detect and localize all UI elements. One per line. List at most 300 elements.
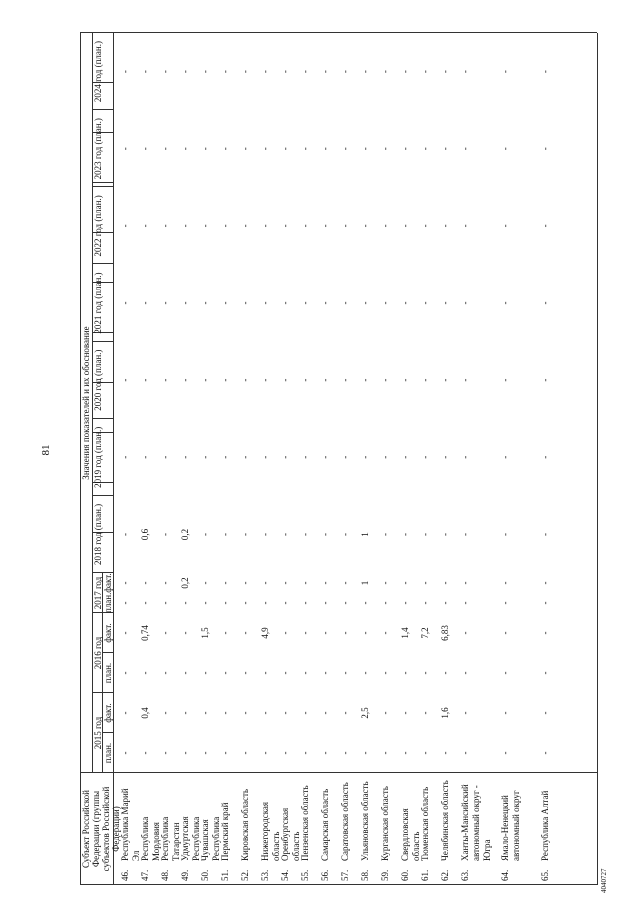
table-cell: - xyxy=(120,301,130,305)
table-cell: - xyxy=(260,301,270,305)
table-cell: - xyxy=(320,671,330,675)
year-header: 2020 год (план.) xyxy=(93,349,103,411)
table-cell: - xyxy=(460,224,470,228)
table-cell: - xyxy=(300,224,310,228)
table-cell: - xyxy=(200,671,210,675)
row-subject-name: Челябинская область xyxy=(440,780,450,861)
table-cell: - xyxy=(360,631,370,635)
row-number: 49. xyxy=(180,869,190,881)
row-subject-name: Нижегородская область xyxy=(260,801,281,861)
table-cell: - xyxy=(200,378,210,382)
table-cell: - xyxy=(260,455,270,459)
table-cell: - xyxy=(420,455,430,459)
table-cell: - xyxy=(240,751,250,755)
table-cell: - xyxy=(400,378,410,382)
table-cell: - xyxy=(340,378,350,382)
table-cell: - xyxy=(540,532,550,536)
table-cell: - xyxy=(160,601,170,605)
table-cell: - xyxy=(120,70,130,74)
table-cell: - xyxy=(420,751,430,755)
row-number: 62. xyxy=(440,869,450,881)
table-cell: - xyxy=(320,70,330,74)
row-subject-name: Тюменская область xyxy=(420,786,430,861)
row-subject-name: Ульяновская область xyxy=(360,781,370,861)
table-cell: - xyxy=(500,751,510,755)
year-divider xyxy=(92,341,113,342)
table-cell: - xyxy=(140,671,150,675)
table-cell: - xyxy=(420,70,430,74)
table-cell: - xyxy=(160,751,170,755)
table-cell: - xyxy=(160,455,170,459)
row-number: 58. xyxy=(360,869,370,881)
year-header: 2021 год (план.) xyxy=(93,272,103,334)
table-cell: - xyxy=(460,631,470,635)
table-cell: - xyxy=(140,70,150,74)
table-cell: - xyxy=(500,711,510,715)
table-cell: - xyxy=(340,532,350,536)
table-cell: - xyxy=(280,711,290,715)
year-header: 2018 год (план.) xyxy=(93,503,103,566)
table-cell: - xyxy=(160,301,170,305)
table-cell: - xyxy=(180,455,190,459)
table-cell: - xyxy=(500,671,510,675)
table-cell: - xyxy=(240,378,250,382)
table-cell: - xyxy=(460,301,470,305)
table-cell: 7,2 xyxy=(420,627,430,639)
table-cell: - xyxy=(380,532,390,536)
table-cell: - xyxy=(500,224,510,228)
table-cell: - xyxy=(360,601,370,605)
table-cell: - xyxy=(360,378,370,382)
table-cell: - xyxy=(400,711,410,715)
subheader-fact: факт. xyxy=(103,703,113,723)
table-cell: - xyxy=(340,631,350,635)
table-cell: - xyxy=(300,532,310,536)
row-number: 50. xyxy=(200,869,210,881)
row-number: 48. xyxy=(160,869,170,881)
table-cell: - xyxy=(200,711,210,715)
table-cell: - xyxy=(540,301,550,305)
table-cell: - xyxy=(240,671,250,675)
subheader-plan: план. xyxy=(103,742,113,764)
table-cell: - xyxy=(540,711,550,715)
subheader-plan: план. xyxy=(103,662,113,684)
table-cell: - xyxy=(400,671,410,675)
table-cell: - xyxy=(220,601,230,605)
year-header: 2017 год xyxy=(93,576,103,610)
subheader-fact: факт. xyxy=(103,573,113,593)
table-cell: - xyxy=(320,581,330,585)
table-cell: - xyxy=(360,224,370,228)
table-cell: - xyxy=(280,581,290,585)
table-cell: - xyxy=(440,455,450,459)
table-cell: - xyxy=(300,455,310,459)
row-subject-name: Ханты-Мансийский автономный округ - Югра xyxy=(460,784,492,861)
table-cell: - xyxy=(180,224,190,228)
row-number: 46. xyxy=(120,869,130,881)
table-cell: - xyxy=(260,70,270,74)
table-cell: - xyxy=(200,601,210,605)
table-cell: - xyxy=(160,711,170,715)
table-cell: - xyxy=(460,751,470,755)
table-cell: - xyxy=(240,711,250,715)
table-cell: - xyxy=(320,631,330,635)
table-cell: - xyxy=(200,147,210,151)
table-cell: - xyxy=(260,581,270,585)
table-cell: - xyxy=(380,671,390,675)
table-cell: - xyxy=(200,455,210,459)
table-cell: - xyxy=(420,711,430,715)
table-cell: - xyxy=(500,532,510,536)
row-number: 55. xyxy=(300,869,310,881)
table-cell: - xyxy=(280,532,290,536)
table-cell: - xyxy=(200,301,210,305)
table-cell: - xyxy=(440,581,450,585)
table-cell: - xyxy=(200,581,210,585)
doc-code: 4040727 xyxy=(600,868,608,893)
table-cell: - xyxy=(120,631,130,635)
table-cell: - xyxy=(360,301,370,305)
table-cell: - xyxy=(200,532,210,536)
row-subject-name: Саратовская область xyxy=(340,782,350,861)
table-cell: - xyxy=(340,751,350,755)
table-cell: - xyxy=(460,532,470,536)
table-cell: - xyxy=(460,455,470,459)
table-cell: - xyxy=(240,455,250,459)
table-cell: - xyxy=(340,147,350,151)
table-cell: - xyxy=(460,378,470,382)
table-cell: - xyxy=(380,751,390,755)
table-cell: 6,83 xyxy=(440,625,450,641)
table-cell: - xyxy=(220,455,230,459)
table-cell: - xyxy=(340,224,350,228)
table-cell: - xyxy=(320,147,330,151)
table-cell: - xyxy=(120,532,130,536)
table-cell: - xyxy=(280,671,290,675)
table-cell: - xyxy=(300,301,310,305)
table-cell: - xyxy=(300,631,310,635)
table-cell: - xyxy=(160,581,170,585)
table-cell: - xyxy=(140,224,150,228)
row-subject-name: Республика Мордовия xyxy=(140,816,161,861)
subheader-plan: план. xyxy=(103,592,113,613)
table-cell: - xyxy=(120,601,130,605)
table-cell: - xyxy=(300,671,310,675)
year-header: 2015 год xyxy=(93,716,103,750)
table-cell: - xyxy=(260,671,270,675)
table-cell: - xyxy=(260,532,270,536)
table-cell: - xyxy=(220,532,230,536)
table-cell: - xyxy=(260,601,270,605)
table-cell: 0,2 xyxy=(180,528,190,541)
table-cell: - xyxy=(320,224,330,228)
table-cell: - xyxy=(400,532,410,536)
subheader-fact: факт. xyxy=(103,623,113,643)
table-cell: 2,5 xyxy=(360,707,370,719)
table-cell: - xyxy=(120,581,130,585)
table-cell: - xyxy=(220,70,230,74)
table-cell: - xyxy=(360,70,370,74)
year-header: 2024 год (план.) xyxy=(93,41,103,103)
table-cell: - xyxy=(220,378,230,382)
table-cell: - xyxy=(300,601,310,605)
table-cell: - xyxy=(160,147,170,151)
table-cell: - xyxy=(200,751,210,755)
table-cell: - xyxy=(180,147,190,151)
table-cell: - xyxy=(240,301,250,305)
table-cell: - xyxy=(280,301,290,305)
table-cell: - xyxy=(400,301,410,305)
row-subject-name: Свердловская область xyxy=(400,808,421,861)
table-cell: 1 xyxy=(360,532,370,537)
table-cell: - xyxy=(140,455,150,459)
table-cell: - xyxy=(220,301,230,305)
table-cell: - xyxy=(320,301,330,305)
table-cell: - xyxy=(240,70,250,74)
table-cell: - xyxy=(160,671,170,675)
year-header: 2023 год (план.) xyxy=(93,118,103,180)
table-cell: - xyxy=(540,671,550,675)
table-cell: - xyxy=(460,601,470,605)
table-cell: - xyxy=(160,70,170,74)
table-cell: - xyxy=(400,581,410,585)
table-cell: - xyxy=(440,751,450,755)
row-subject-name: Ямало-Ненецкий автономный округ xyxy=(500,790,521,861)
table-cell: - xyxy=(500,631,510,635)
table-cell: - xyxy=(460,711,470,715)
table-cell: - xyxy=(420,601,430,605)
table-cell: - xyxy=(380,601,390,605)
row-subject-name: Курганская область xyxy=(380,786,390,861)
table-cell: - xyxy=(300,751,310,755)
table-cell: - xyxy=(180,711,190,715)
table-cell: - xyxy=(540,631,550,635)
table-cell: - xyxy=(460,70,470,74)
table-cell: - xyxy=(240,224,250,228)
table-cell: - xyxy=(140,301,150,305)
table-cell: - xyxy=(220,711,230,715)
table-cell: - xyxy=(220,631,230,635)
table-cell: - xyxy=(440,601,450,605)
row-number: 54. xyxy=(280,869,290,881)
table-cell: - xyxy=(320,601,330,605)
year-header: 2022 год (план.) xyxy=(93,195,103,257)
table-cell: - xyxy=(440,301,450,305)
row-subject-name: Удмуртская Республика xyxy=(180,816,201,861)
table-cell: - xyxy=(220,224,230,228)
table-cell: - xyxy=(180,671,190,675)
table-cell: - xyxy=(160,532,170,536)
table-cell: - xyxy=(180,301,190,305)
table-cell: - xyxy=(280,70,290,74)
row-number: 47. xyxy=(140,869,150,881)
table-cell: - xyxy=(280,751,290,755)
table-cell: - xyxy=(500,147,510,151)
table-cell: - xyxy=(220,581,230,585)
table-cell: - xyxy=(140,378,150,382)
row-number: 56. xyxy=(320,869,330,881)
row-subject-name: Республика Алтай xyxy=(540,790,550,861)
table-cell: - xyxy=(380,224,390,228)
table-cell: - xyxy=(220,147,230,151)
table-cell: - xyxy=(280,631,290,635)
row-subject-name: Пермский край xyxy=(220,802,230,861)
table-cell: - xyxy=(120,711,130,715)
table-cell: - xyxy=(140,581,150,585)
values-group-header: Значения показателей и их обоснование xyxy=(81,326,91,480)
table-cell: - xyxy=(400,70,410,74)
table-border-v xyxy=(80,772,597,773)
table-cell: 0,2 xyxy=(180,577,190,589)
table-cell: - xyxy=(540,70,550,74)
table-cell: - xyxy=(300,147,310,151)
table-cell: 1,5 xyxy=(200,627,210,639)
table-cell: - xyxy=(140,601,150,605)
year-divider xyxy=(92,109,113,110)
table-cell: - xyxy=(400,147,410,151)
table-cell: - xyxy=(500,70,510,74)
row-subject-name: Кировская область xyxy=(240,788,250,861)
table-cell: - xyxy=(280,147,290,151)
table-cell: - xyxy=(320,751,330,755)
year-divider xyxy=(92,186,113,187)
table-cell: - xyxy=(340,455,350,459)
table-cell: - xyxy=(240,532,250,536)
table-cell: - xyxy=(500,581,510,585)
table-cell: - xyxy=(240,631,250,635)
table-cell: - xyxy=(120,671,130,675)
table-cell: - xyxy=(220,751,230,755)
row-subject-name: Республика Татарстан xyxy=(160,816,181,861)
year-divider xyxy=(92,263,113,264)
table-cell: - xyxy=(540,751,550,755)
table-cell: - xyxy=(140,147,150,151)
row-number: 52. xyxy=(240,869,250,881)
table-cell: - xyxy=(500,301,510,305)
table-cell: - xyxy=(360,671,370,675)
table-cell: - xyxy=(320,378,330,382)
table-border-v xyxy=(80,32,597,33)
table-cell: - xyxy=(180,70,190,74)
row-subject-name: Чувашская Республика xyxy=(200,816,221,861)
table-cell: - xyxy=(540,601,550,605)
table-cell: - xyxy=(180,601,190,605)
table-cell: - xyxy=(300,581,310,585)
table-cell: - xyxy=(500,378,510,382)
table-cell: - xyxy=(440,671,450,675)
table-cell: - xyxy=(240,581,250,585)
table-cell: - xyxy=(280,601,290,605)
table-cell: - xyxy=(500,601,510,605)
header-bottom-line xyxy=(113,33,114,885)
table-cell: - xyxy=(180,751,190,755)
table-cell: - xyxy=(440,70,450,74)
table-cell: - xyxy=(380,70,390,74)
table-cell: - xyxy=(260,751,270,755)
year-divider xyxy=(92,418,113,419)
table-cell: - xyxy=(420,378,430,382)
table-cell: - xyxy=(380,455,390,459)
table-cell: - xyxy=(320,532,330,536)
table-cell: - xyxy=(460,581,470,585)
table-cell: - xyxy=(400,455,410,459)
table-cell: - xyxy=(340,301,350,305)
row-number: 65. xyxy=(540,869,550,881)
table-cell: - xyxy=(380,378,390,382)
table-cell: - xyxy=(120,147,130,151)
table-cell: - xyxy=(260,711,270,715)
table-cell: - xyxy=(120,751,130,755)
table-cell: - xyxy=(400,224,410,228)
table-border-v xyxy=(80,884,597,885)
table-cell: - xyxy=(240,601,250,605)
table-cell: - xyxy=(340,70,350,74)
table-cell: - xyxy=(180,378,190,382)
table-cell: - xyxy=(540,581,550,585)
table-cell: - xyxy=(260,147,270,151)
table-cell: - xyxy=(440,224,450,228)
table-bottom-line xyxy=(597,33,598,885)
table-cell: - xyxy=(400,601,410,605)
table-cell: - xyxy=(540,147,550,151)
table-cell: - xyxy=(380,631,390,635)
table-cell: - xyxy=(160,378,170,382)
table-cell: - xyxy=(360,455,370,459)
table-cell: 1,4 xyxy=(400,627,410,639)
table-cell: - xyxy=(300,70,310,74)
table-cell: 4,9 xyxy=(260,627,270,639)
row-number: 53. xyxy=(260,869,270,881)
table-cell: - xyxy=(420,671,430,675)
table-cell: - xyxy=(280,378,290,382)
table-cell: - xyxy=(300,711,310,715)
table-cell: - xyxy=(200,70,210,74)
table-cell: - xyxy=(340,671,350,675)
year-divider xyxy=(92,495,113,496)
table-cell: - xyxy=(360,751,370,755)
row-number: 63. xyxy=(460,869,470,881)
table-cell: - xyxy=(220,671,230,675)
table-cell: - xyxy=(440,378,450,382)
table-cell: - xyxy=(120,378,130,382)
table-cell: - xyxy=(540,378,550,382)
row-subject-name: Самарская область xyxy=(320,788,330,861)
table-cell: - xyxy=(460,147,470,151)
table-cell: - xyxy=(440,147,450,151)
row-number: 61. xyxy=(420,869,430,881)
table-cell: - xyxy=(280,224,290,228)
table-cell: 1,6 xyxy=(440,707,450,719)
table-cell: - xyxy=(380,581,390,585)
year-header: 2019 год (план.) xyxy=(93,426,103,488)
row-subject-name: Пензенская область xyxy=(300,785,310,861)
subject-column-header: Субъект Российской Федерации (группы субъектов Российской Федерации) xyxy=(81,786,121,872)
table-cell: - xyxy=(540,455,550,459)
table-cell: - xyxy=(440,532,450,536)
table-cell: - xyxy=(380,301,390,305)
table-cell: - xyxy=(460,671,470,675)
table-cell: - xyxy=(540,224,550,228)
table-cell: - xyxy=(360,147,370,151)
table-cell: 0,4 xyxy=(140,707,150,719)
table-cell: - xyxy=(340,581,350,585)
table-cell: - xyxy=(140,751,150,755)
table-cell: - xyxy=(260,378,270,382)
page-number: 81 xyxy=(40,444,52,456)
table-cell: - xyxy=(400,751,410,755)
table-cell: - xyxy=(340,711,350,715)
table-cell: - xyxy=(160,631,170,635)
